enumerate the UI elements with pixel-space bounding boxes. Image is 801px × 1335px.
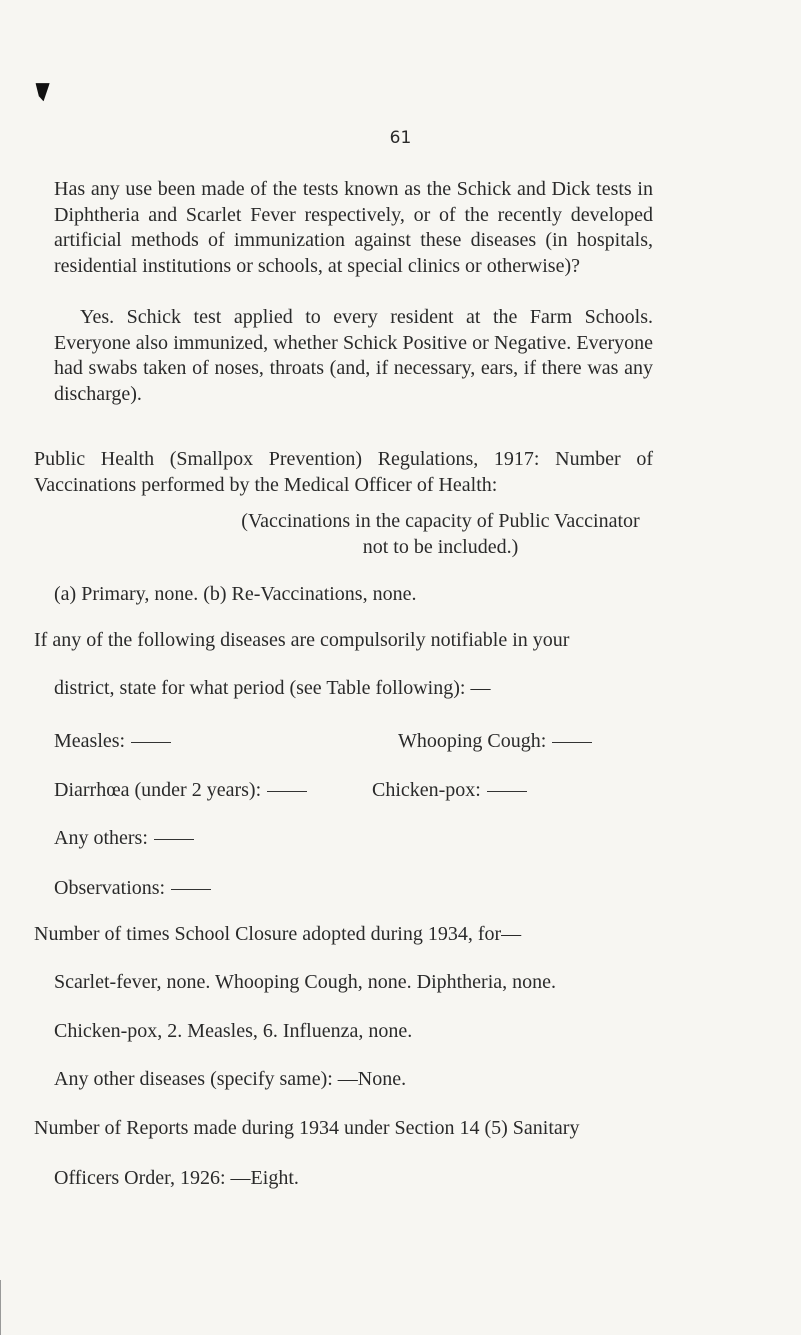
closure-heading: Number of times School Closure adopted during 1934, for— <box>34 923 522 945</box>
page-number: 61 <box>389 128 412 148</box>
chickenpox-row <box>372 779 527 802</box>
others-row <box>54 827 194 850</box>
page-edge-line <box>0 1280 1 1335</box>
diarrhoea-row <box>54 779 307 802</box>
whooping-row <box>398 730 592 753</box>
others-label: Any others: <box>54 827 148 849</box>
reports-line2: Officers Order, 1926: —Eight. <box>54 1167 299 1189</box>
closure-line2: Chicken-pox, 2. Measles, 6. Influenza, none. <box>54 1020 413 1042</box>
notifiable-line2: district, state for what period (see Table following): — <box>54 677 491 699</box>
observations-row <box>54 877 211 900</box>
measles-row <box>54 730 171 753</box>
corner-mark-icon <box>32 81 50 103</box>
measles-blank <box>131 742 171 743</box>
reports-line1: Number of Reports made during 1934 under Section 14 (5) Sanitary <box>34 1117 580 1139</box>
smallpox-note-line2: not to be included.) <box>362 536 519 558</box>
diarrhoea-label: Diarrhœa (under 2 years): <box>54 779 262 801</box>
chickenpox-label: Chicken-pox: <box>372 779 481 801</box>
vaccinations-result: (a) Primary, none. (b) Re-Vaccinations, none. <box>54 583 417 605</box>
whooping-blank <box>552 742 592 743</box>
observations-label: Observations: <box>54 877 166 899</box>
diarrhoea-blank <box>267 791 307 792</box>
observations-blank <box>171 889 211 890</box>
closure-line1: Scarlet-fever, none. Whooping Cough, none. Diphtheria, none. <box>54 971 557 993</box>
smallpox-heading: Public Health (Smallpox Prevention) Regulations, 1917: Number of Vaccinations performed by the Medical Officer of Health: <box>34 448 653 496</box>
question-immunization: Has any use been made of the tests known as the Schick and Dick tests in Diphtheria and Scarlet Fever respectively, or of the recently developed artificial methods of immunization against these diseases (in hospitals, residential institutions or schools, at special clinics or otherwise)? <box>54 178 653 277</box>
notifiable-line1: If any of the following diseases are compulsorily notifiable in your <box>34 629 570 651</box>
measles-label: Measles: <box>54 730 126 752</box>
whooping-label: Whooping Cough: <box>398 730 547 752</box>
chickenpox-blank <box>487 791 527 792</box>
others-blank <box>154 839 194 840</box>
answer-immunization: Yes. Schick test applied to every resident at the Farm Schools. Everyone also immunized, whether Schick Positive or Negative. Everyone had swabs taken of noses, throats (and, if necessary, ears, if there was any discharge). <box>54 306 653 405</box>
closure-line3: Any other diseases (specify same): —None. <box>54 1068 407 1090</box>
smallpox-note-line1: (Vaccinations in the capacity of Public Vaccinator <box>241 510 640 532</box>
